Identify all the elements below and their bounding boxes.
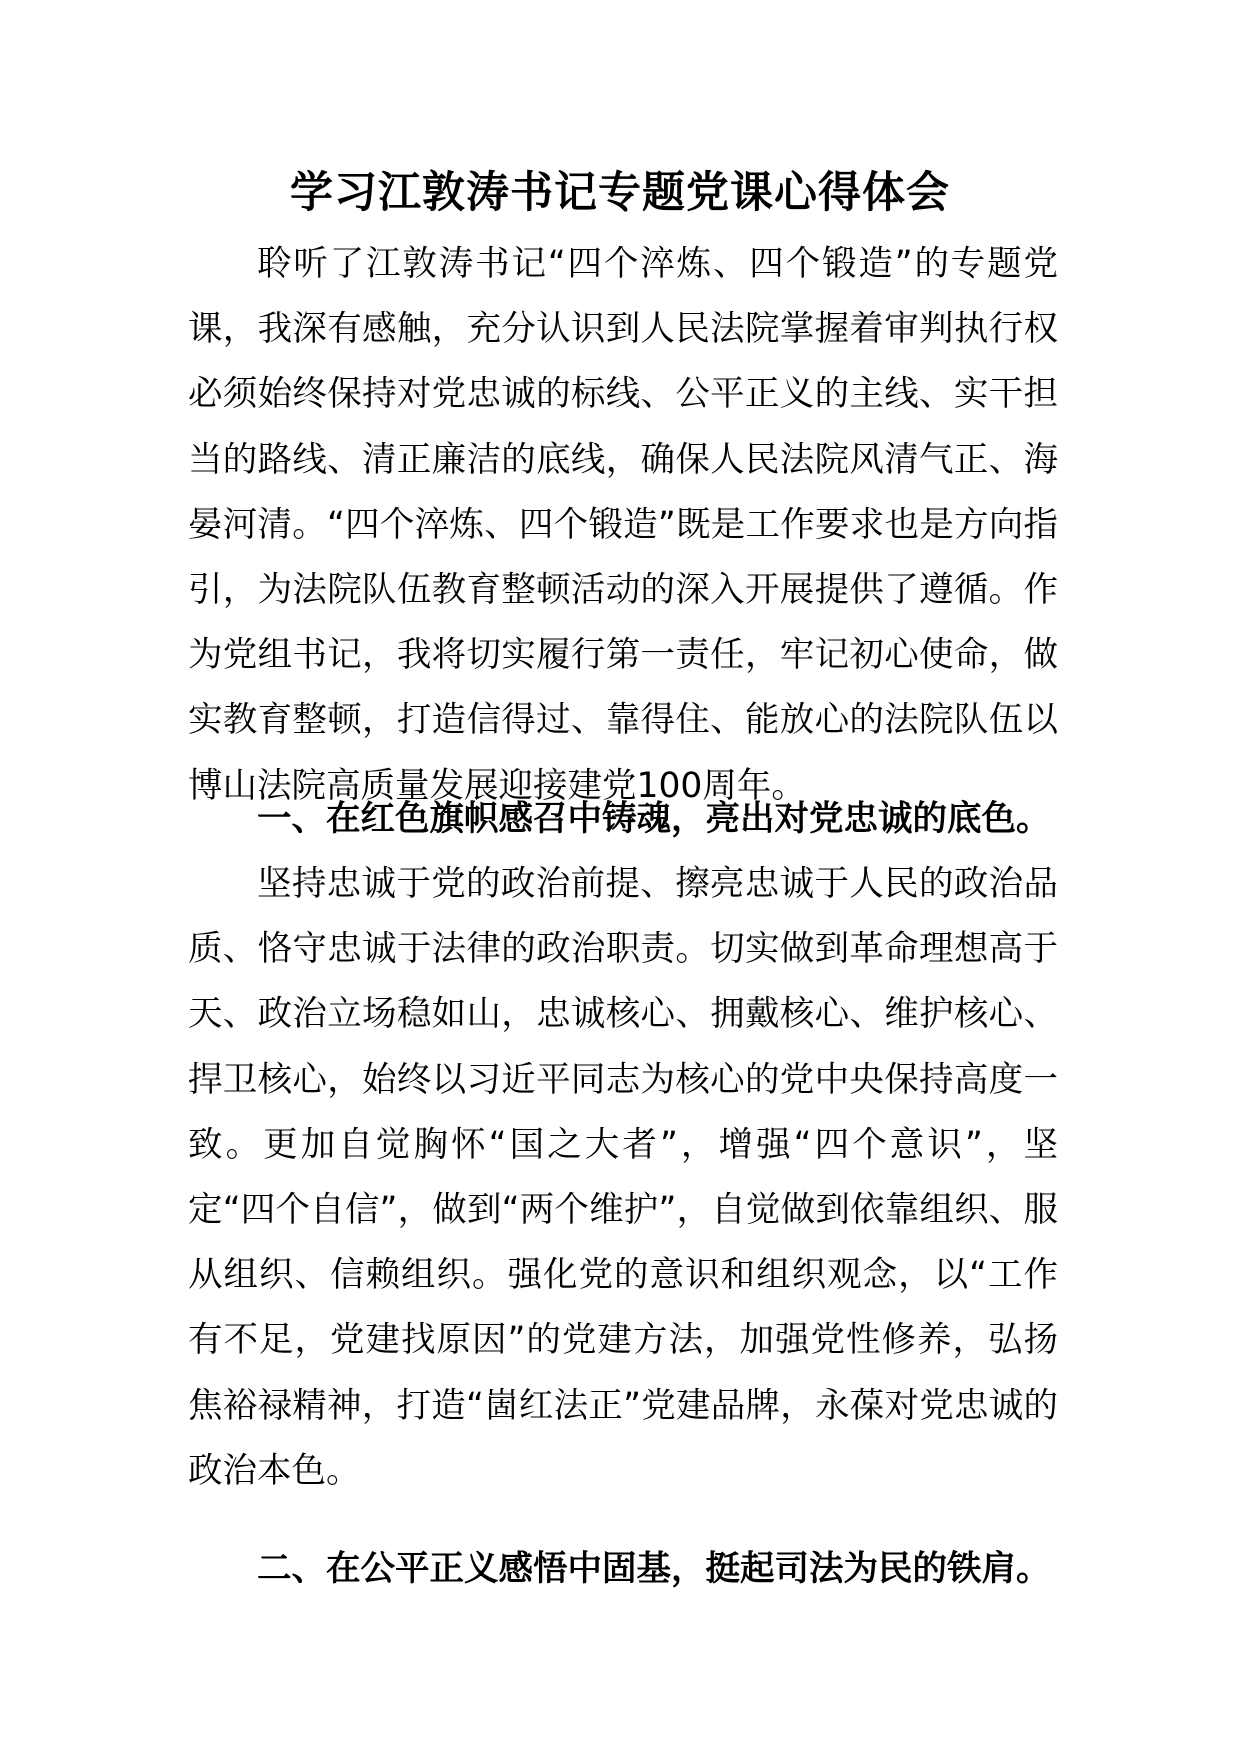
intro-paragraph: 聆听了江敦涛书记“四个淬炼、四个锻造”的专题党课，我深有感触，充分认识到人民法院掌握着审判执行权必须始终保持对党忠诚的标线、公平正义的主线、实干担当的路线、清正廉洁的底线，确保人民法院风清气正、海晏河清。“四个淬炼、四个锻造”既是工作要求也是方向指引，为法院队伍教育整顿活动的深入开展提供了遵循。作为党组书记，我将切实履行第一责任，牢记初心使命，做实教育整顿，打造信得过、靠得住、能放心的法院队伍以博山法院高质量发展迎接建党100周年。	[188, 244, 1058, 806]
document-title: 学习江敦涛书记专题党课心得体会	[290, 168, 950, 218]
section-paragraph-1: 坚持忠诚于党的政治前提、擦亮忠诚于人民的政治品质、恪守忠诚于法律的政治职责。切实做到革命理想高于天、政治立场稳如山，忠诚核心、拥戴核心、维护核心、捍卫核心，始终以习近平同志为核心的党中央保持高度一致。更加自觉胸怀“国之大者”，增强“四个意识”，坚定“四个自信”，做到“两个维护”，自觉做到依靠组织、服从组织、信赖组织。强化党的意识和组织观念，以“工作有不足，党建找原因”的党建方法，加强党性修养，弘扬焦裕禄精神，打造“崮红法正”党建品牌，永葆对党忠诚的政治本色。	[188, 864, 1058, 1491]
section-heading-2: 二、在公平正义感悟中固基，挺起司法为民的铁肩。	[257, 1549, 1051, 1589]
section-heading-1: 一、在红色旗帜感召中铸魂，亮出对党忠诚的底色。	[257, 799, 1051, 839]
